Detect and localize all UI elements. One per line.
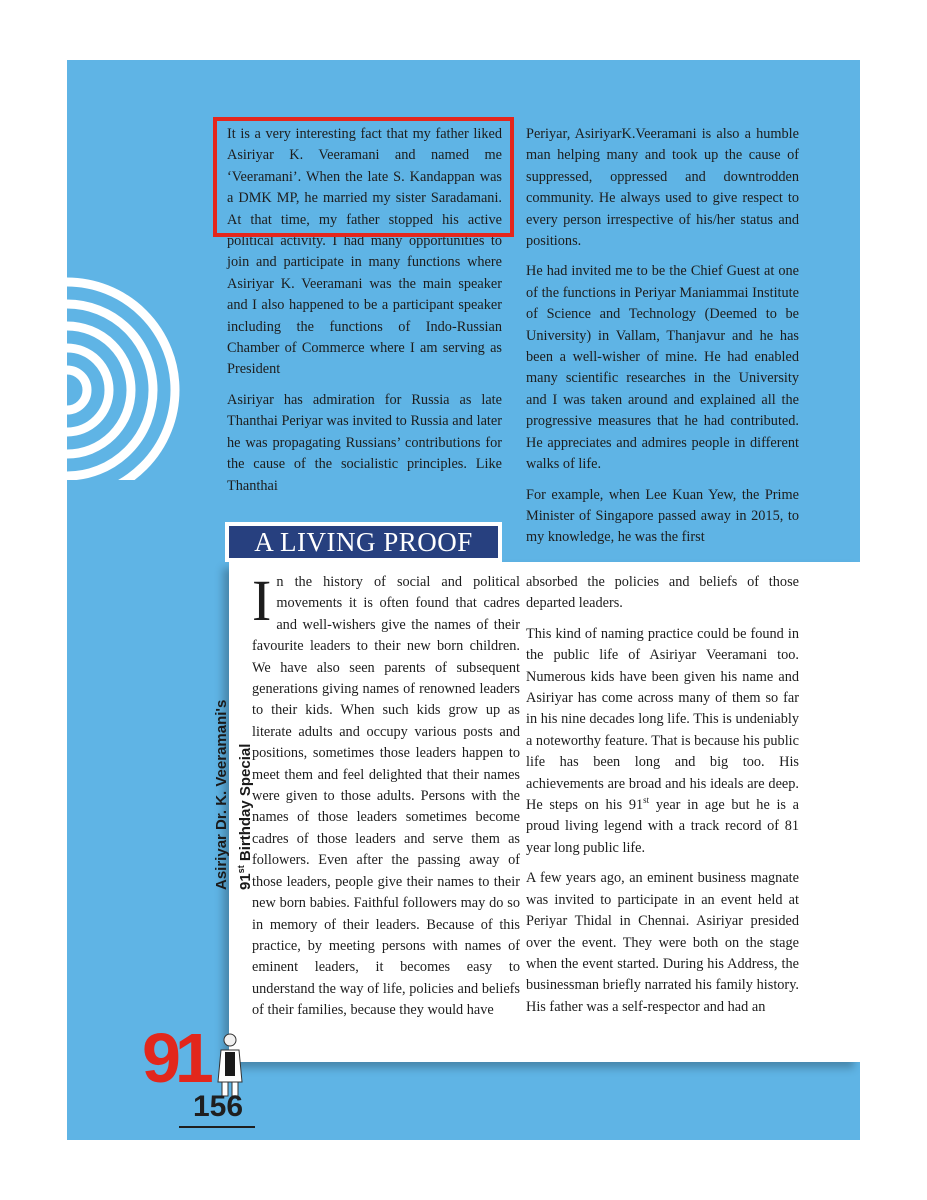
article-column-3 (252, 568, 520, 1031)
column4-paragraph-2-text-b: year in age but he is a proud living legend with a track record of 81 year long public life. (526, 797, 799, 856)
caption-number: 91 (237, 873, 254, 890)
birthday-special-caption (210, 670, 262, 890)
column2-paragraph-2: He had invited me to be the Chief Guest at one of the functions in Periyar Maniammai Institute of Science and Technology (Deemed to be University) in Vallam, Thanjavur and he has been a well-wisher of mine. He had enabled many scientific researches in the University and I was taken around and explained all the progressive measures that he had contributed. He appreciates and admires people in different walks of life. (526, 263, 799, 473)
article-column-2 (526, 124, 799, 558)
anniversary-logo-number: 91 (142, 1019, 208, 1097)
column4-paragraph-2 (526, 624, 799, 859)
page-number-divider (179, 1126, 255, 1128)
person-figure-icon (215, 1032, 245, 1098)
column4-superscript: st (643, 795, 650, 806)
caption-superscript: st (236, 865, 246, 874)
concentric-circles-decoration (67, 60, 207, 480)
caption-line-2 (234, 670, 258, 890)
highlight-box (213, 117, 514, 237)
column4-paragraph-3: A few years ago, an eminent business magnate was invited to participate in an event held at Periyar Thidal in Chennai. Asiriyar presided over the event. They were both on the stage when the event started. During his Address, the businessman briefly narrated his family history. His father was a self-respector and had an (526, 870, 799, 1015)
article-column-4 (526, 572, 799, 1027)
column1-paragraph-1: It is a very interesting fact that my father liked Asiriyar K. Veeramani and named me ‘Veeramani’. When the late S. Kandappan was a DMK MP, he married my sister Saradamani. At that time, my father stopped his active political activity. I had many opportunities to join and participate in many functions where Asiriyar K. Veeramani was the main speaker and I also happened to be a participant speaker including the functions of Indo-Russian Chamber of Commerce where I am serving as President (227, 126, 502, 378)
column4-paragraph-1: absorbed the policies and beliefs of those departed leaders. (526, 574, 799, 612)
page-number: 156 (192, 1090, 244, 1123)
column3-paragraph-1-text: n the history of social and political movements it is often found that cadres and well-wishers give the names of their favourite leaders to their new born children. We have also seen parents of subsequent generations giving names of renowned leaders to their kids. When such kids grow up as literate adults and occupy various posts and positions, sometimes those leaders happen to meet them and feel delighted that their names were given to those adults. Persons with the names of those leaders sometimes become cadres of those leaders and serve them as followers. Even after the passing away of those leaders, people give their names to their new born babies. Faithful followers may do so in memory of their leaders. Because of this practice, by meeting persons with names of eminent leaders, it becomes easy to understand the way of life, policies and beliefs of their families, because they would have (252, 574, 520, 1019)
caption-line-1: Asiriyar Dr. K. Veeramani's (213, 699, 230, 890)
caption-rest: Birthday Special (237, 743, 254, 866)
column1-paragraph-2: Asiriyar has admiration for Russia as late Thanthai Periyar was invited to Russia and later he was propagating Russians’ contributions for the cause of the socialistic principles. Like Thanthai (227, 391, 502, 494)
column2-paragraph-1: Periyar, AsiriyarK.Veeramani is also a humble man helping many and took up the cause of suppressed, oppressed and downtrodden community. He always used to give respect to every person irrespective of his/her status and positions. (526, 126, 799, 250)
column2-paragraph-3: For example, when Lee Kuan Yew, the Prime Minister of Singapore passed away in 2015, to my knowledge, he was the first (526, 486, 799, 546)
column3-paragraph-1 (252, 568, 520, 1022)
column4-paragraph-2-text-a: This kind of naming practice could be found in the public life of Asiriyar Veeramani too. Numerous kids have been given his name and Asiriyar has come across many of them so far in his nine decades long life. This is undeniably a noteworthy feature. That is because his public life has been long and big too. His achievements are broad and his ideals are deep. He steps on his 91 (526, 625, 799, 814)
section-title-box (225, 522, 502, 562)
section-title: A LIVING PROOF (229, 526, 498, 558)
drop-cap: I (252, 568, 272, 633)
